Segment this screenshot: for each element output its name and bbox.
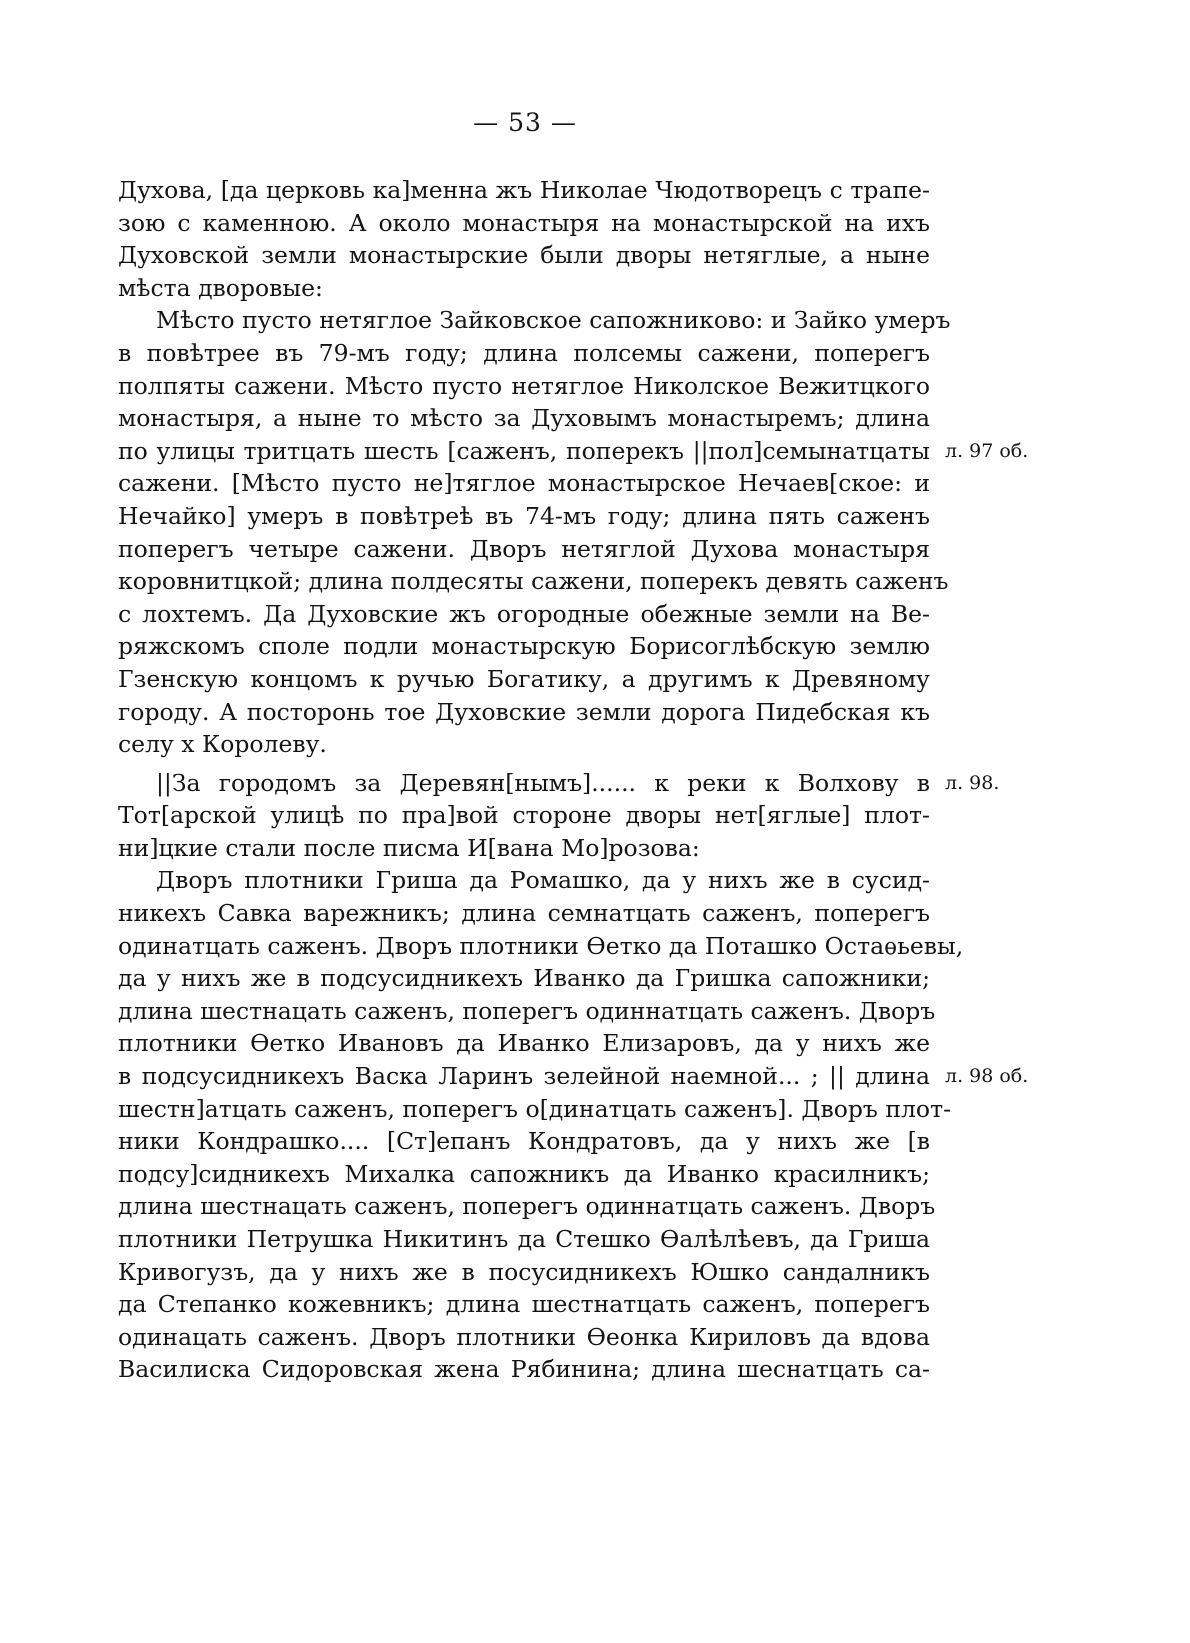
text-line: с лохтемъ. Да Духовские жъ огородные обежные земли на Ве- — [118, 599, 930, 628]
text-line: да Степанко кожевникъ; длина шестнатцать саженъ, поперегъ — [118, 1290, 930, 1319]
text-line: селу х Королеву. — [118, 730, 327, 759]
text-line: длина шестнацать саженъ, поперегъ одиннатцать саженъ. Дворъ — [118, 996, 936, 1025]
text-line: ни]цкие стали после писма И[вана Мо]розова: — [118, 833, 700, 862]
text-line: подсу]сидникехъ Михалка сапожникъ да Иванко красилникъ; — [118, 1159, 930, 1188]
text-line: городу. А посторонь тое Духовские земли дорога Пидебская къ — [118, 697, 930, 726]
folio-marginal-note: л. 97 об. — [945, 440, 1029, 462]
text-line: зою с каменною. А около монастыря на монастырской на ихъ — [118, 208, 930, 237]
text-line: Василиска Сидоровская жена Рябинина; длина шеснатцать са- — [118, 1355, 930, 1384]
text-line: по улицы тритцать шесть [саженъ, поперекъ ||пол]семынатцаты — [118, 436, 930, 465]
text-line: Мѣсто пусто нетяглое Зайковское сапожниково: и Зайко умеръ — [156, 306, 951, 335]
text-line: одинатцать саженъ. Дворъ плотники Ѳетко да Поташко Остаѳьевы, — [118, 931, 964, 960]
text-line: Духова, [да церковь ка]менна жъ Николае Чюдотворецъ с трапе- — [118, 176, 930, 204]
body-text — [118, 174, 964, 1386]
text-line: коровнитцкой; длина полдесяты сажени, поперекъ девять саженъ — [118, 567, 949, 596]
text-line: одинацать саженъ. Дворъ плотники Ѳеонка Кириловъ да вдова — [118, 1322, 930, 1351]
text-line: ||За городомъ за Деревян[нымъ]...... к реки к Волхову в — [156, 768, 930, 797]
text-line: полпяты сажени. Мѣсто пусто нетяглое Николское Вежитцкого — [118, 371, 930, 400]
text-line: в подсусидникехъ Васка Ларинъ зелейной наемной... ; || длина — [118, 1062, 930, 1091]
text-line: Духовской земли монастырские были дворы нетяглые, а ныне — [118, 241, 930, 270]
text-line: да у нихъ же в подсусидникехъ Иванко да Гришка сапожники; — [118, 964, 930, 993]
page-number: — 53 — — [473, 108, 577, 137]
text-line: Кривогузъ, да у нихъ же в посусидникехъ Юшко сандалникъ — [118, 1257, 930, 1286]
text-line: Тот[арской улицѣ по пра]вой стороне дворы нет[яглые] плот- — [118, 801, 930, 830]
text-line: длина шестнацать саженъ, поперегъ одиннатцать саженъ. Дворъ — [118, 1192, 936, 1221]
text-line: шестн]атцать саженъ, поперегъ о[динатцать саженъ]. Дворъ плот- — [118, 1094, 952, 1123]
text-line: плотники Ѳетко Ивановъ да Иванко Елизаровъ, да у нихъ же — [118, 1029, 930, 1058]
text-line: в повѣтрее въ 79-мъ году; длина полсемы сажени, поперегъ — [118, 338, 930, 367]
text-line: ряжскомъ споле подли монастырскую Борисоглѣбскую землю — [118, 632, 930, 661]
text-line: мѣста дворовые: — [118, 273, 323, 302]
text-line: сажени. [Мѣсто пусто не]тяглое монастырское Нечаев[ское: и — [118, 469, 930, 498]
text-line: Нечайко] умеръ в повѣтреѣ въ 74-мъ году; длина пять саженъ — [118, 501, 930, 530]
text-line: Дворъ плотники Гриша да Ромашко, да у нихъ же в сусид- — [156, 866, 930, 895]
folio-marginal-note: л. 98. — [945, 772, 1000, 794]
folio-marginal-note: л. 98 об. — [945, 1065, 1029, 1087]
text-line: плотники Петрушка Никитинъ да Стешко Ѳалѣлѣевъ, да Гриша — [118, 1225, 930, 1253]
text-line: монастыря, а ныне то мѣсто за Духовымъ монастыремъ; длина — [118, 404, 930, 433]
text-line: ники Кондрашко.... [Ст]епанъ Кондратовъ, да у нихъ же [в — [118, 1127, 930, 1156]
text-line: поперегъ четыре сажени. Дворъ нетяглой Духова монастыря — [118, 534, 930, 563]
text-line: Гзенскую концомъ к ручью Богатику, а другимъ к Древяному — [118, 664, 930, 693]
text-line: никехъ Савка варежникъ; длина семнатцать саженъ, поперегъ — [118, 899, 930, 928]
